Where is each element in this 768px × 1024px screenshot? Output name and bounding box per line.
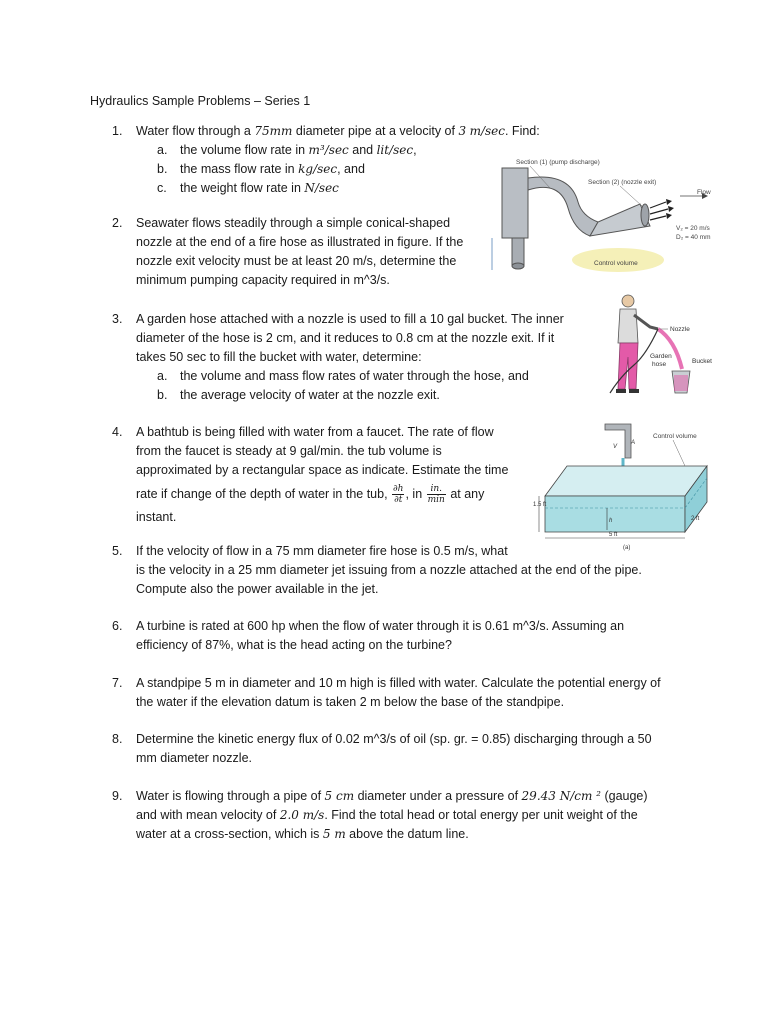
problem-2 bbox=[112, 214, 492, 290]
problem-text: Water is flowing through a pipe of 5 cm diameter under a pressure of 29.43 N/cm ² (gauge) and with mean velocity of 2.0 m/s. Find the total head or total energy per unit weight of the water at a cross-section, which is 5 m above the datum line. bbox=[136, 789, 648, 841]
velocity-label: V bbox=[613, 444, 618, 450]
sub-item: c. the weight flow rate in N/sec bbox=[157, 181, 339, 195]
problem-text: A standpipe 5 m in diameter and 10 m high is filled with water. Calculate the potential energy of the water if the elevation datum is taken 2 m below the base of the standpipe. bbox=[136, 676, 661, 709]
problem-text: Seawater flows steadily through a simple conical-shaped nozzle at the end of a fire hose as illustrated in figure. If the nozzle exit velocity must be at least 20 m/s, determine the minimum pumping capacity required in m^3/s. bbox=[136, 216, 464, 287]
problem-number: 2. bbox=[112, 216, 123, 230]
control-volume-label: Control volume bbox=[653, 433, 697, 440]
problem-9 bbox=[112, 787, 692, 844]
garden-label: Garden bbox=[650, 353, 672, 360]
area-label: A bbox=[631, 440, 636, 446]
problem-number: 6. bbox=[112, 619, 123, 633]
sub-item: b. the average velocity of water at the nozzle exit. bbox=[157, 388, 440, 402]
nozzle-label: Nozzle bbox=[670, 326, 690, 333]
problem-3 bbox=[112, 310, 592, 405]
section-1-label: Section (1) (pump discharge) bbox=[516, 159, 600, 166]
length-label: 5 ft bbox=[609, 532, 618, 538]
flow-label: Flow bbox=[697, 189, 711, 196]
figure-tag: (a) bbox=[623, 545, 631, 551]
problem-6 bbox=[112, 617, 692, 655]
depth-label: h bbox=[609, 518, 613, 524]
problem-7 bbox=[112, 674, 702, 712]
control-volume-label: Control volume bbox=[594, 260, 638, 267]
bucket-label: Bucket bbox=[692, 358, 712, 365]
faucet bbox=[605, 424, 631, 458]
problem-text: Water flow through a 75mm diameter pipe at a velocity of 3 m/sec. Find: bbox=[136, 124, 540, 138]
problem-text: If the velocity of flow in a 75 mm diameter fire hose is 0.5 m/s, what is the velocity in a 25 mm diameter jet issuing from a nozzle attached at the end of the pipe. Compute also the power available in the jet. bbox=[136, 544, 642, 596]
problem-8 bbox=[112, 730, 692, 768]
page-title: Hydraulics Sample Problems – Series 1 bbox=[90, 94, 311, 108]
sub-item: a. the volume flow rate in m³/sec and lit/sec, bbox=[157, 143, 417, 157]
sub-item: a. the volume and mass flow rates of water through the hose, and bbox=[157, 369, 529, 383]
problem-text: A bathtub is being filled with water from a faucet. The rate of flow from the faucet is steady at 9 gal/min. the tub volume is approximated by a rectangular space as indicate. Estimate the time rate if change of the depth of water in the tub, $\frac{\partial h}{\partial t}$ , in $\frac{in.}{\min}$ at any instant. bbox=[136, 425, 509, 524]
hose-label: hose bbox=[652, 361, 667, 368]
problem-4 bbox=[112, 423, 532, 527]
width-label: 2 ft bbox=[691, 516, 700, 522]
person-head bbox=[622, 295, 634, 307]
diameter-label: D₂ = 40 mm bbox=[676, 234, 711, 241]
problem-number: 9. bbox=[112, 789, 123, 803]
velocity-label: V₂ = 20 m/s bbox=[676, 225, 710, 232]
unit-fraction: $\frac{in.}{\min}$ bbox=[427, 484, 445, 506]
garden-hose-figure bbox=[590, 285, 730, 400]
tub-top-face bbox=[545, 466, 707, 496]
bathtub-figure bbox=[535, 418, 735, 553]
tub-front-face bbox=[545, 496, 685, 532]
problem-number: 4. bbox=[112, 425, 123, 439]
problem-number: 5. bbox=[112, 544, 123, 558]
person-pants bbox=[618, 343, 638, 389]
pump-housing bbox=[502, 168, 528, 238]
problem-text: A turbine is rated at 600 hp when the flow of water through it is 0.61 m^3/s. Assuming an efficiency of 87%, what is the head acting on the turbine? bbox=[136, 619, 625, 652]
partial-derivative-fraction: $\frac{\partial h}{\partial t}$ bbox=[393, 484, 404, 506]
problem-number: 3. bbox=[112, 312, 123, 326]
section-2-label: Section (2) (nozzle exit) bbox=[588, 179, 657, 186]
problem-number: 8. bbox=[112, 732, 123, 746]
problem-number: 1. bbox=[112, 124, 123, 138]
problem-number: 7. bbox=[112, 676, 123, 690]
problem-text: Determine the kinetic energy flux of 0.02 m^3/s of oil (sp. gr. = 0.85) discharging through a 50 mm diameter nozzle. bbox=[136, 732, 652, 765]
problem-text: A garden hose attached with a nozzle is used to fill a 10 gal bucket. The inner diameter of the hose is 2 cm, and it reduces to 0.8 cm at the nozzle exit. If it takes 50 sec to fill the bucket with water, determine: bbox=[136, 312, 564, 364]
sub-item: b. the mass flow rate in kg/sec, and bbox=[157, 162, 365, 176]
nozzle-figure bbox=[490, 150, 730, 280]
height-label: 1.5 ft bbox=[533, 502, 547, 508]
pump-pipe bbox=[512, 238, 524, 266]
